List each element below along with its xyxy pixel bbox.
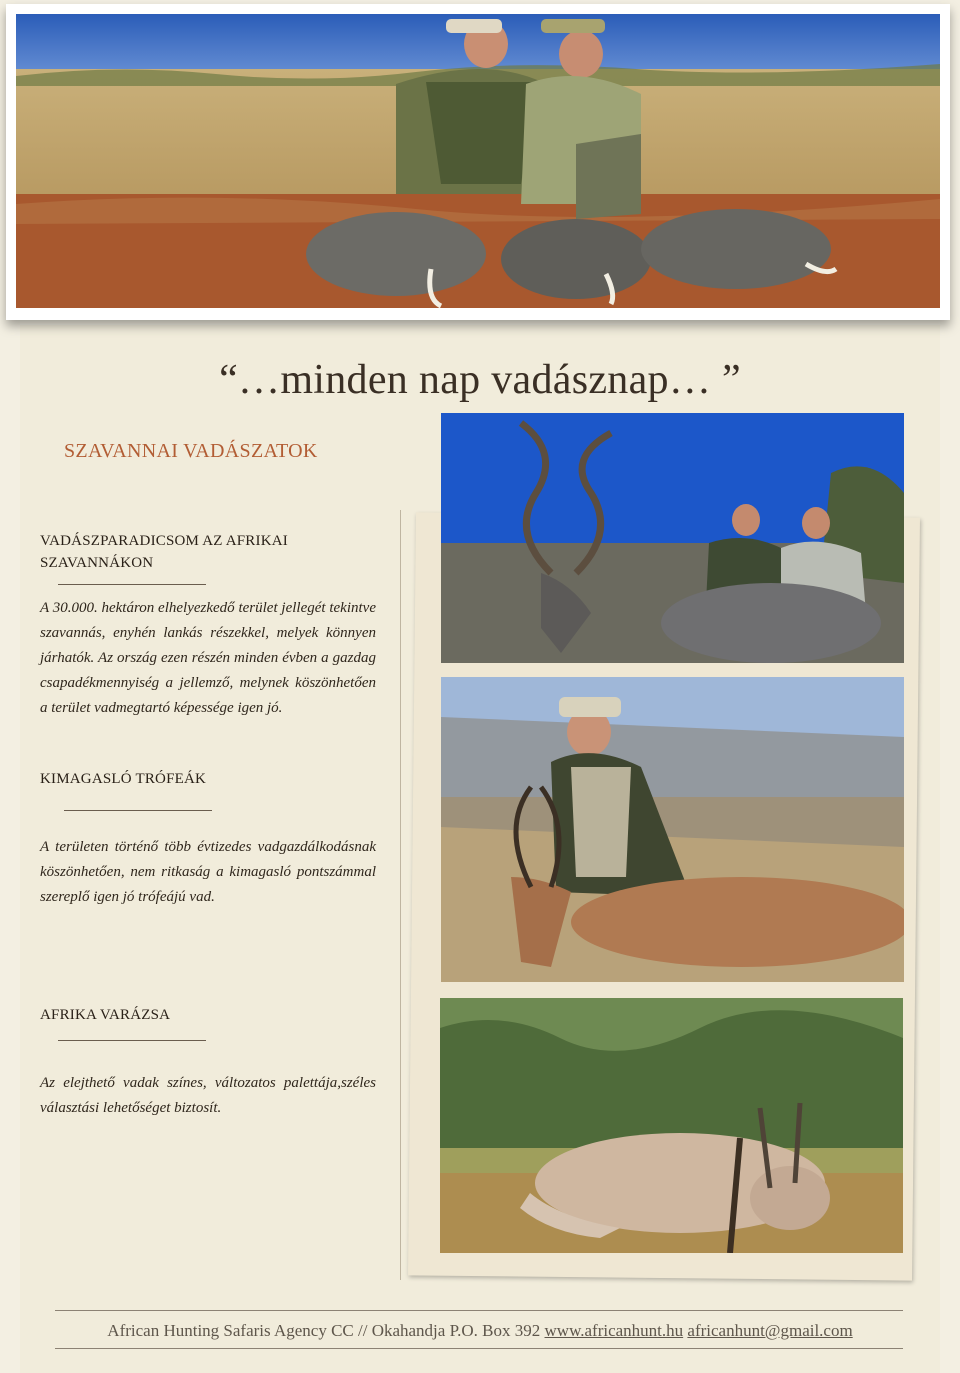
- photo-eland: [440, 998, 903, 1253]
- section-heading-trophies: KIMAGASLÓ TRÓFEÁK: [40, 771, 207, 787]
- photo-impala: [441, 677, 904, 982]
- section-divider: [64, 810, 212, 811]
- section-text-trophies: A területen történő több évtizedes vadgazdálkodásnak köszönhetően, nem ritkaság a kimagasló pontszámmal szereplő igen jó trófeájú vad.: [40, 839, 376, 905]
- section-text-africa: Az elejthető vadak színes, változatos palettája,széles választási lehetőséget biztosít.: [40, 1075, 376, 1116]
- hero-photo: [16, 14, 940, 308]
- page-subtitle: SZAVANNAI VADÁSZATOK: [64, 440, 318, 462]
- footer-divider-top: [55, 1310, 903, 1311]
- footer-website-link[interactable]: www.africanhunt.hu: [544, 1321, 684, 1340]
- page-title: “…minden nap vadásznap… ”: [219, 357, 741, 403]
- photo-kudu: [441, 413, 904, 663]
- footer: [0, 1321, 960, 1341]
- section-heading-africa: AFRIKA VARÁZSA: [40, 1007, 171, 1023]
- section-divider: [58, 1040, 206, 1041]
- section-text-paradise: A 30.000. hektáron elhelyezkedő terület jellegét tekintve szavannás, enyhén lankás részekkel, melyek könnyen járhatók. Az ország ezen részén minden évben a gazdag csapadékmennyiség a jellemző, melynek köszönhetően a terület vadmegtartó képessége igen jó.: [40, 600, 376, 716]
- decorative-line: [400, 510, 401, 1280]
- footer-company: African Hunting Safaris Agency CC // Okahandja P.O. Box 392: [107, 1321, 541, 1340]
- footer-divider-bottom: [55, 1348, 903, 1349]
- footer-email-link[interactable]: africanhunt@gmail.com: [687, 1321, 853, 1340]
- section-divider: [58, 584, 206, 585]
- section-heading-paradise: VADÁSZPARADICSOM AZ AFRIKAI SZAVANNÁKON: [40, 533, 288, 571]
